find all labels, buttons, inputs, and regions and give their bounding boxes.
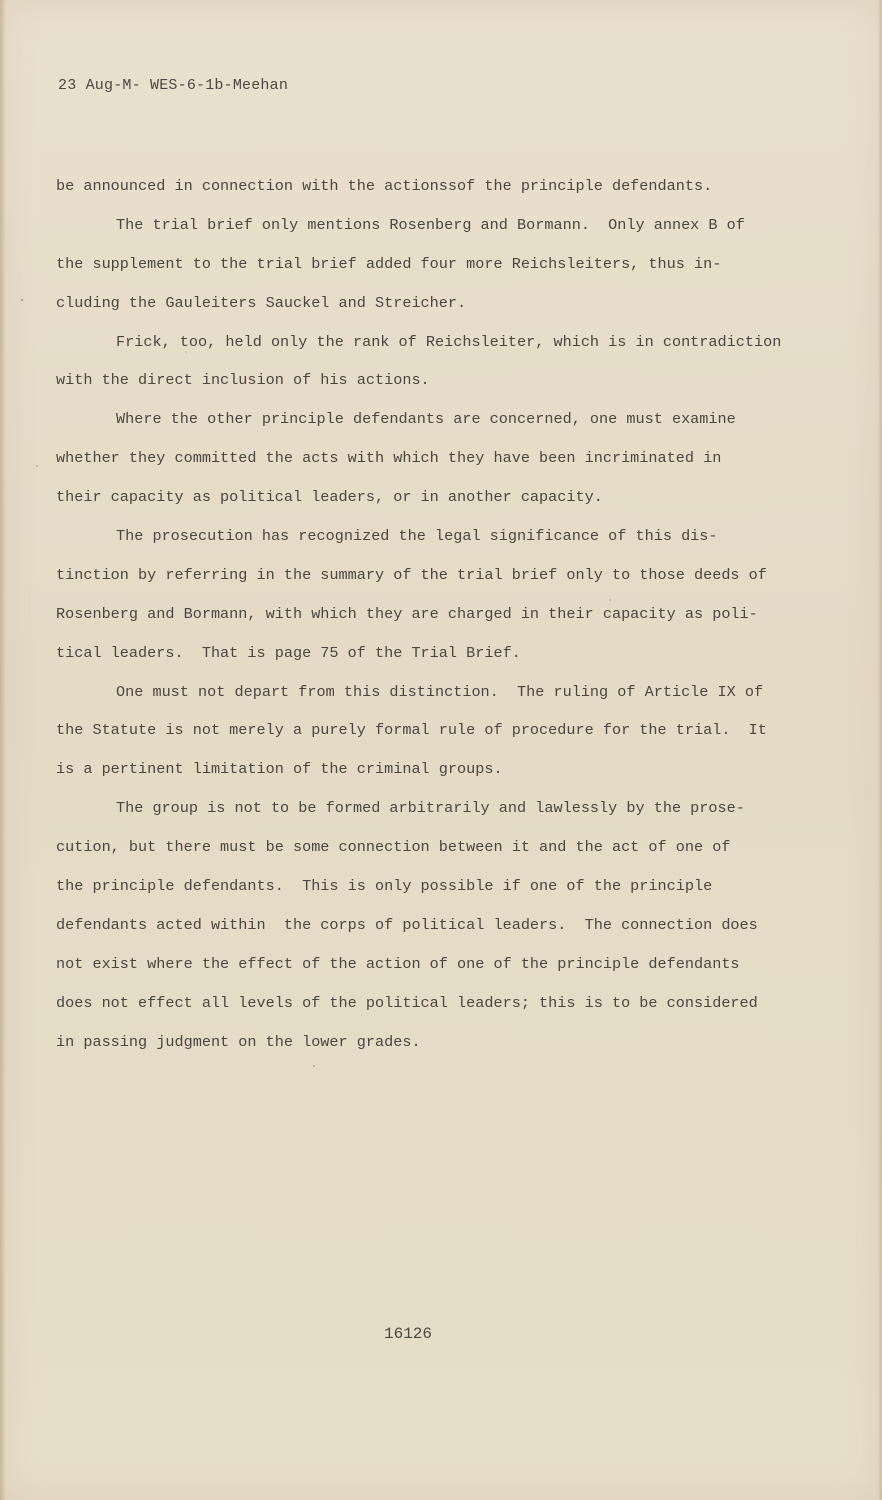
text-line: their capacity as political leaders, or in another capacity. bbox=[56, 488, 603, 507]
text-line: The group is not to be formed arbitrarily and lawlessly by the prose- bbox=[116, 799, 745, 818]
text-line: The trial brief only mentions Rosenberg and Bormann. Only annex B of bbox=[116, 215, 745, 234]
text-line: Where the other principle defendants are concerned, one must examine bbox=[116, 410, 736, 429]
text-line: the principle defendants. This is only possible if one of the principle bbox=[56, 877, 713, 896]
page-edge-shadow-left bbox=[0, 0, 6, 1500]
text-line: tical leaders. That is page 75 of the Trial Brief. bbox=[56, 643, 521, 662]
text-line: Frick, too, held only the rank of Reichsleiter, which is in contradiction bbox=[116, 332, 782, 351]
text-line: the supplement to the trial brief added four more Reichsleiters, thus in- bbox=[56, 254, 722, 273]
text-line: the Statute is not merely a purely formal rule of procedure for the trial. It bbox=[56, 721, 767, 740]
text-line: not exist where the effect of the action of one of the principle defendants bbox=[56, 954, 740, 973]
text-line: cution, but there must be some connection between it and the act of one of bbox=[56, 838, 731, 857]
text-line: One must not depart from this distinction. The ruling of Article IX of bbox=[116, 682, 764, 701]
page-number: 16126 bbox=[384, 1325, 433, 1343]
page-edge-shadow-right bbox=[878, 0, 882, 1500]
text-line: tinction by referring in the summary of the trial brief only to those deeds of bbox=[56, 565, 767, 584]
text-line: with the direct inclusion of his actions. bbox=[56, 371, 430, 390]
document-body bbox=[56, 172, 846, 1066]
text-line: does not effect all levels of the political leaders; this is to be considered bbox=[56, 993, 758, 1012]
text-line: whether they committed the acts with which they have been incriminated in bbox=[56, 449, 722, 468]
text-line: is a pertinent limitation of the criminal groups. bbox=[56, 760, 503, 779]
text-line: Rosenberg and Bormann, with which they are charged in their capacity as poli- bbox=[56, 604, 758, 623]
text-line: cluding the Gauleiters Sauckel and Streicher. bbox=[56, 293, 467, 312]
text-line: The prosecution has recognized the legal significance of this dis- bbox=[116, 527, 718, 546]
text-line: be announced in connection with the actionssof the principle defendants. bbox=[56, 177, 713, 195]
document-header: 23 Aug-M- WES-6-1b-Meehan bbox=[58, 77, 289, 94]
text-line: in passing judgment on the lower grades. bbox=[56, 1032, 421, 1051]
text-line: defendants acted within the corps of political leaders. The connection does bbox=[56, 915, 758, 934]
